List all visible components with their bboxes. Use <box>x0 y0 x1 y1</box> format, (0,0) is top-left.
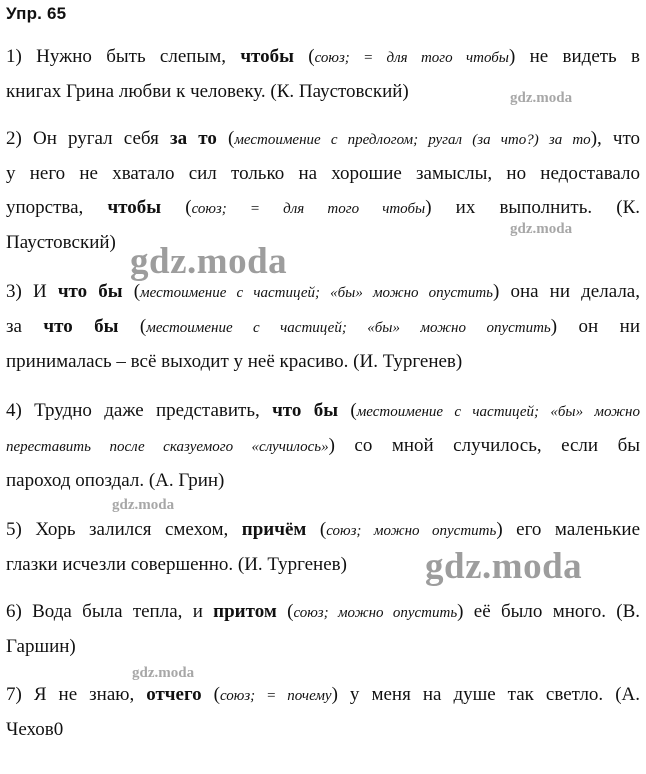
keyword: чтобы <box>107 197 162 218</box>
keyword: за то <box>169 128 217 149</box>
keyword: отчего <box>146 684 202 705</box>
grammar-note: местоимение с частицей; «бы» можно <box>356 404 640 420</box>
grammar-note: союз; = для того чтобы <box>191 201 426 217</box>
watermark-logo: gdz.moda <box>510 90 573 106</box>
grammar-note: переставить после сказуемого «случилось» <box>6 439 329 455</box>
watermark-logo: gdz.moda <box>510 221 573 237</box>
keyword: чтобы <box>240 46 294 67</box>
text-line: принималась – всё выходит у неё красиво. (И. Тургенев) <box>6 351 463 372</box>
grammar-note: местоимение с предлогом; ругал (за что?) за то <box>234 132 591 148</box>
watermark-logo: gdz.moda <box>425 546 583 587</box>
text-line: книгах Грина любви к человеку. (К. Паустовский) <box>6 81 409 102</box>
grammar-note: местоимение с частицей; «бы» можно опустить <box>140 285 493 301</box>
sentence-item-2 <box>6 122 640 260</box>
text-line: 6) Вода была тепла, и притом (союз; можно опустить) её было много. (В. <box>6 601 641 622</box>
sentence-item-3 <box>6 275 640 379</box>
grammar-note: местоимение с частицей; «бы» можно опустить <box>146 320 551 336</box>
keyword: что бы <box>272 400 339 421</box>
text-line: переставить после сказуемого «случилось») со мной случилось, если бы <box>6 435 640 456</box>
keyword: что бы <box>57 281 123 302</box>
text-line: за что бы (местоимение с частицей; «бы» можно опустить) он ни <box>6 316 640 337</box>
text-line: Паустовский) <box>6 232 116 253</box>
keyword: притом <box>213 601 277 622</box>
grammar-note: союз; можно опустить <box>293 605 458 621</box>
text-line: 5) Хорь залился смехом, причём (союз; можно опустить) его маленькие <box>6 519 640 540</box>
sentence-item-4 <box>6 394 640 498</box>
watermark-logo: gdz.moda <box>112 497 175 513</box>
exercise-title: Упр. 65 <box>6 4 67 23</box>
grammar-note: союз; = почему <box>219 688 332 704</box>
text-line: 2) Он ругал себя за то (местоимение с предлогом; ругал (за что?) за то), что <box>6 128 641 149</box>
sentence-item-7 <box>6 678 640 747</box>
text-line: 4) Трудно даже представить, что бы (местоимение с частицей; «бы» можно <box>6 400 640 421</box>
keyword: что бы <box>43 316 119 337</box>
grammar-note: союз; = для того чтобы <box>314 50 509 66</box>
text-line: 3) И что бы (местоимение с частицей; «бы» можно опустить) она ни делала, <box>6 281 640 302</box>
watermark-logo: gdz.moda <box>132 665 195 681</box>
text-line: пароход опоздал. (А. Грин) <box>6 470 225 491</box>
text-line: 7) Я не знаю, отчего (союз; = почему) у меня на душе так светло. (А. <box>6 684 640 705</box>
keyword: причём <box>241 519 307 540</box>
text-line: 1) Нужно быть слепым, чтобы (союз; = для того чтобы) не видеть в <box>6 46 640 67</box>
text-line: у него не хватало сил только на хорошие замыслы, но недоставало <box>6 163 640 184</box>
grammar-note: союз; можно опустить <box>326 523 497 539</box>
text-line: Гаршин) <box>6 636 76 657</box>
sentence-item-6 <box>6 595 640 664</box>
text-line: глазки исчезли совершенно. (И. Тургенев) <box>6 554 347 575</box>
text-line: упорства, чтобы (союз; = для того чтобы) их выполнить. (К. <box>6 197 641 218</box>
watermark-logo: gdz.moda <box>130 241 288 282</box>
text-line: Чехов0 <box>6 719 64 740</box>
